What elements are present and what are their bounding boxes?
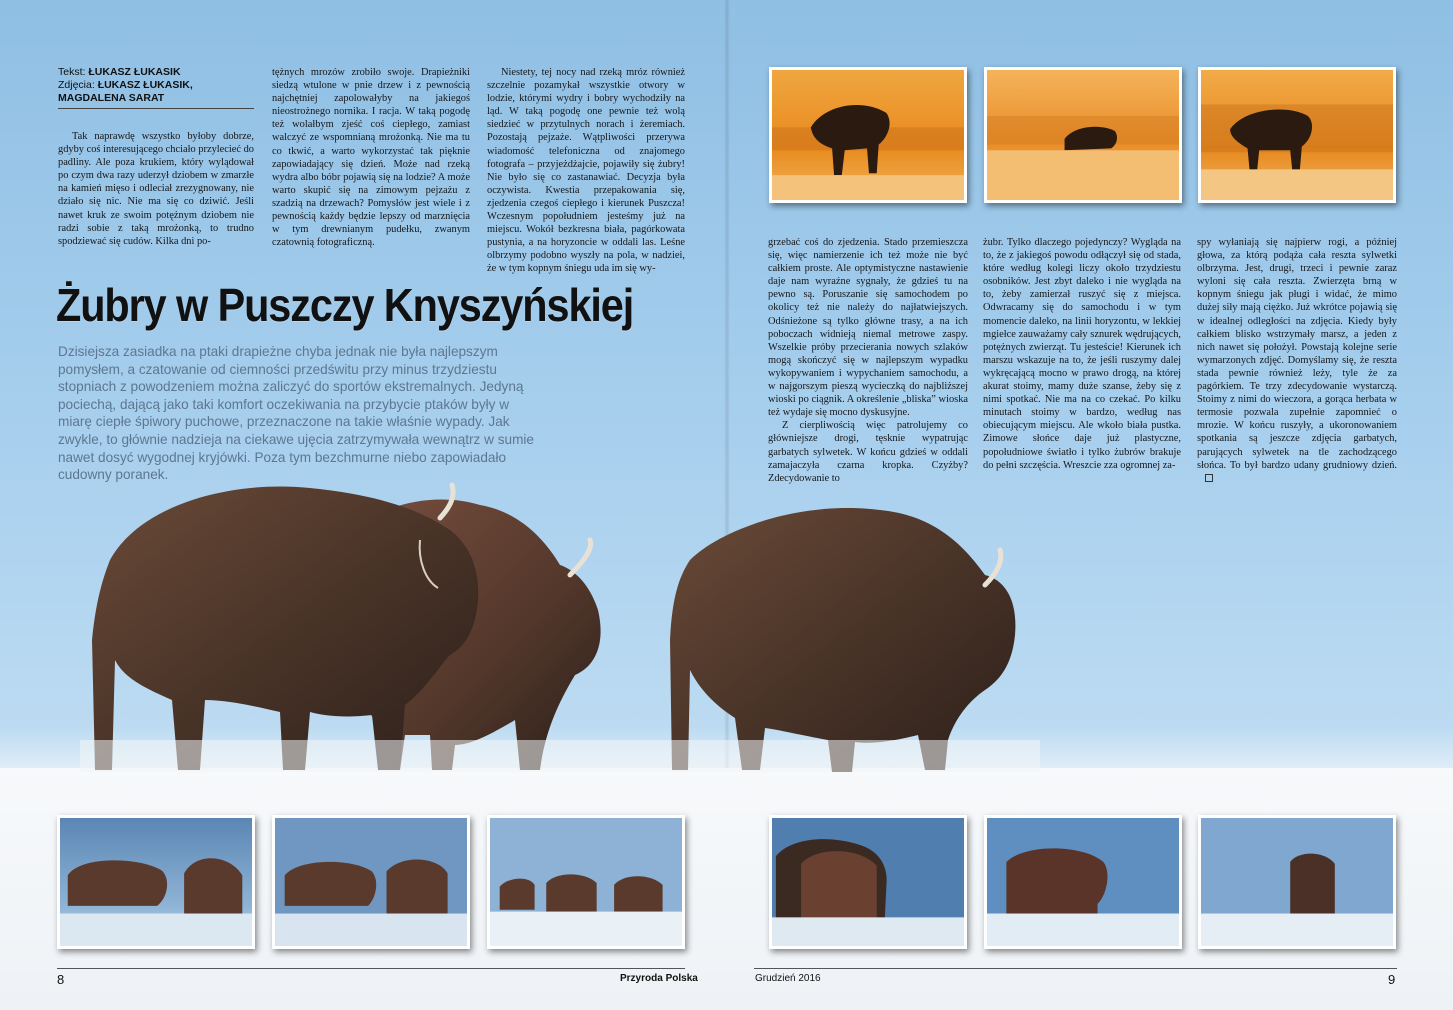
byline-photo-label: Zdjęcia:: [58, 79, 95, 91]
column-6-text: spy wyłaniają się najpierw rogi, a później głowa, za którą podąża cała reszta sylwetki olbrzyma. Jest, drugi, trzeci i pewnie zaraz wyloni się cała reszta. Zwierzęta brną w kopnym śniegu jak pługi i widać, że mimo dużej siły mają ciężko. Już wkrótce pojawią się w idealnej odległości na zdjęcia. Kiedy były całkiem blisko wstrzymały marsz, a jeden z nich nawet się położył. Powstają kolejne serie wymarzonych zdjęć. Domyślamy się, że reszta stada pewnie również leży, tyle że za pagórkiem. Te trzy zdecydowanie wystarczą. Stoimy z nimi do wieczora, a gorąca herbata w termosie pozwala zupełnie zapomnieć o mrozie. W końcu ruszyły, a ukoronowaniem spotkania są jeszcze zdjęcia garbatych, parujących sylwetek na tle zachodzącego słońca. To był bardzo udany grudniowy dzień.: [1197, 237, 1397, 471]
byline-text-author: ŁUKASZ ŁUKASIK: [88, 66, 181, 78]
article-column-3: [487, 66, 685, 275]
column-3-text: Niestety, tej nocy nad rzeką mróz również szczelnie pozamykał wszystkie otwory w lodzie, którymi wydry i bobry wychodziły na ląd. W taką pogodę one pewnie też wolą siedzieć w przytulnych norach i żeremiach. Pozostają pejzaże. Wątpliwości przerywa wiadomość telefoniczna od znajomego fotografa – przyjeżdżajcie, pojawiły się żubry! Nie było się co zastanawiać. Decyzja była oczywista. Kwestia przepakowania się, zjedzenia czegoś ciepłego i kierunek Puszcza! Wczesnym popołudniem jesteśmy już na miejscu. Wokół bezkresna biała, pagórkowata pustynia, a na horyzoncie w oddali las. Leśne olbrzymy podobno wyszły na pola, w nadziei, że w tym kopnym śniegu uda im się wy-: [487, 67, 685, 275]
photo-bison-blue-mist: [984, 815, 1182, 949]
end-of-article-mark: [1205, 474, 1213, 482]
byline-photo-authors-2: MAGDALENA SARAT: [58, 92, 165, 104]
photo-sunset-3: [1198, 67, 1396, 203]
photo-bison-running: [769, 815, 967, 949]
article-title: Żubry w Puszczy Knyszyńskiej: [56, 279, 634, 331]
footer-rule-right: [754, 968, 1397, 969]
photo-bison-mist-1: [57, 815, 255, 949]
page-number-right: 9: [1388, 972, 1396, 987]
column-4b-text: Z cierpliwością więc patrolujemy co główniejsze drogi, tęsknie wypatrując garbatych sylwetek. W końcu gdzieś w oddali zamajaczyła czarna kropka. Czyżby? Zdecydowanie to: [768, 420, 968, 484]
photo-bison-mist-2: [272, 815, 470, 949]
issue-date: Grudzień 2016: [755, 973, 821, 984]
photo-three-bison: [487, 815, 685, 949]
magazine-name: Przyroda Polska: [620, 973, 698, 984]
article-column-1: [58, 130, 254, 252]
byline: [58, 66, 254, 109]
article-column-6: [1197, 236, 1397, 472]
article-column-2: [272, 66, 470, 252]
article-column-4: [768, 236, 968, 484]
column-5-text: żubr. Tylko dlaczego pojedynczy? Wygląda na to, że z jakiegoś powodu odłączył się od stada, które według kolegi liczy około trzydziestu osobników. Jest zbyt daleko i nie wygląda na to, żeby zamierzał ruszyć się z miejsca. Odwracamy się do samochodu i w tym momencie daleko, na linii horyzontu, w lekkiej mgiełce zauważamy cały sznurek wędrujących, potężnych zwierząt. Tu jesteście! Kierunek ich marszu wskazuje na to, że jeśli ruszymy dalej wykręcającą mocno w prawo drogą, na której akurat stoimy, mamy duże szanse, żeby się z nimi spotkać. Nie ma na co czekać. Po kilku minutach stoimy w bardzo, według nas obiecującym miejscu. Ale wkoło biała pustka. Zimowe słońce daje już plastyczne, popołudniowe światło i tylko żubrów brakuje do pełni szczęścia. Wreszcie zza ogromnej za-: [983, 237, 1181, 471]
page-number-left: 8: [57, 972, 65, 987]
article-lead: Dzisiejsza zasiadka na ptaki drapieżne chyba jednak nie była najlepszym pomysłem, a czatowanie od ciemności przedświtu przy minus trzydziestu stopniach z powodzeniem można zaliczyć do sportów ekstremalnych. Jedyną pociechą, dającą jako taki komfort oczekiwania na przybycie ptaków były w miarę ciepłe śpiwory puchowe, przeznaczone na takie właśnie wypady. Jak zwykle, to głównie nadzieja na ciekawe ujęcia zatrzymywała wewnątrz w sumie nawet dosyć wygodnej kryjówki. Poza tym bezchmurne niebo zapowiadało cudowny poranek.: [58, 344, 534, 483]
byline-photo-authors-1: ŁUKASZ ŁUKASIK,: [97, 79, 193, 91]
footer-rule-left: [57, 968, 685, 969]
column-1-text: Tak naprawdę wszystko byłoby dobrze, gdyby coś interesującego chciało przylecieć do padliny. Ale poza krukiem, który wylądował po czym dwa razy uderzył dziobem w zmarzłe na kamień mięso i odleciał zrezygnowany, nie działo się nic. Nie ma się co dziwić. Jeśli nawet kruk ze swoim potężnym dziobem nie radzi sobie z taką mrożonką, to trudno spodziewać się cudów. Kilka dni po-: [58, 131, 254, 247]
column-4-text: grzebać coś do zjedzenia. Stado przemieszcza się, więc namierzenie ich też może nie być całkiem proste. Ale optymistyczne nastawienie daje nam wyraźne sygnały, że gdzieś tu na pewno są. Poruszanie się samochodem po okolicy też nie należy do najłatwiejszych. Odśnieżone są tylko główne trasy, a na ich poboczach widnieją niemal metrowe zaspy. Wszelkie próby przecierania nowych szlaków mogą skończyć się w najlepszym wypadku wykopywaniem i wypychaniem samochodu, a w najgorszym pieszą wycieczką do najbliższej wioski po ciągnik. A określenie „bliska” wioska też wydaje się mocno dyskusyjne.: [768, 237, 968, 419]
bison-figure-right: [670, 508, 1015, 772]
column-2-text: tężnych mrozów zrobiło swoje. Drapieżniki siedzą wtulone w pnie drzew i z pewnością najchętniej zapolowałyby na jakiegoś nieostrożnego nornika. I racja. W taką pogodę też wolałbym zjeść coś ciepłego, zamiast walczyć ze wspomnianą mrożonką. Nie ma tu co tkwić, a warto wykorzystać tak pięknie zapowiadający się dzień. Może nad rzeką wydra albo bóbr pojawią się na lodzie? A może warto skupić się na zimowym pejzażu z szadzią na drzewach? Pomysłów jest wiele i z pewnością każdy będzie lepszy od marznięcia w tym drewnianym pudełku, zwanym czatownią fotograficzną.: [272, 67, 470, 249]
photo-sunset-1: [769, 67, 967, 203]
byline-text-label: Tekst:: [58, 66, 86, 78]
photo-sunset-2: [984, 67, 1182, 203]
photo-bison-lone: [1198, 815, 1396, 949]
article-column-5: [983, 236, 1181, 472]
